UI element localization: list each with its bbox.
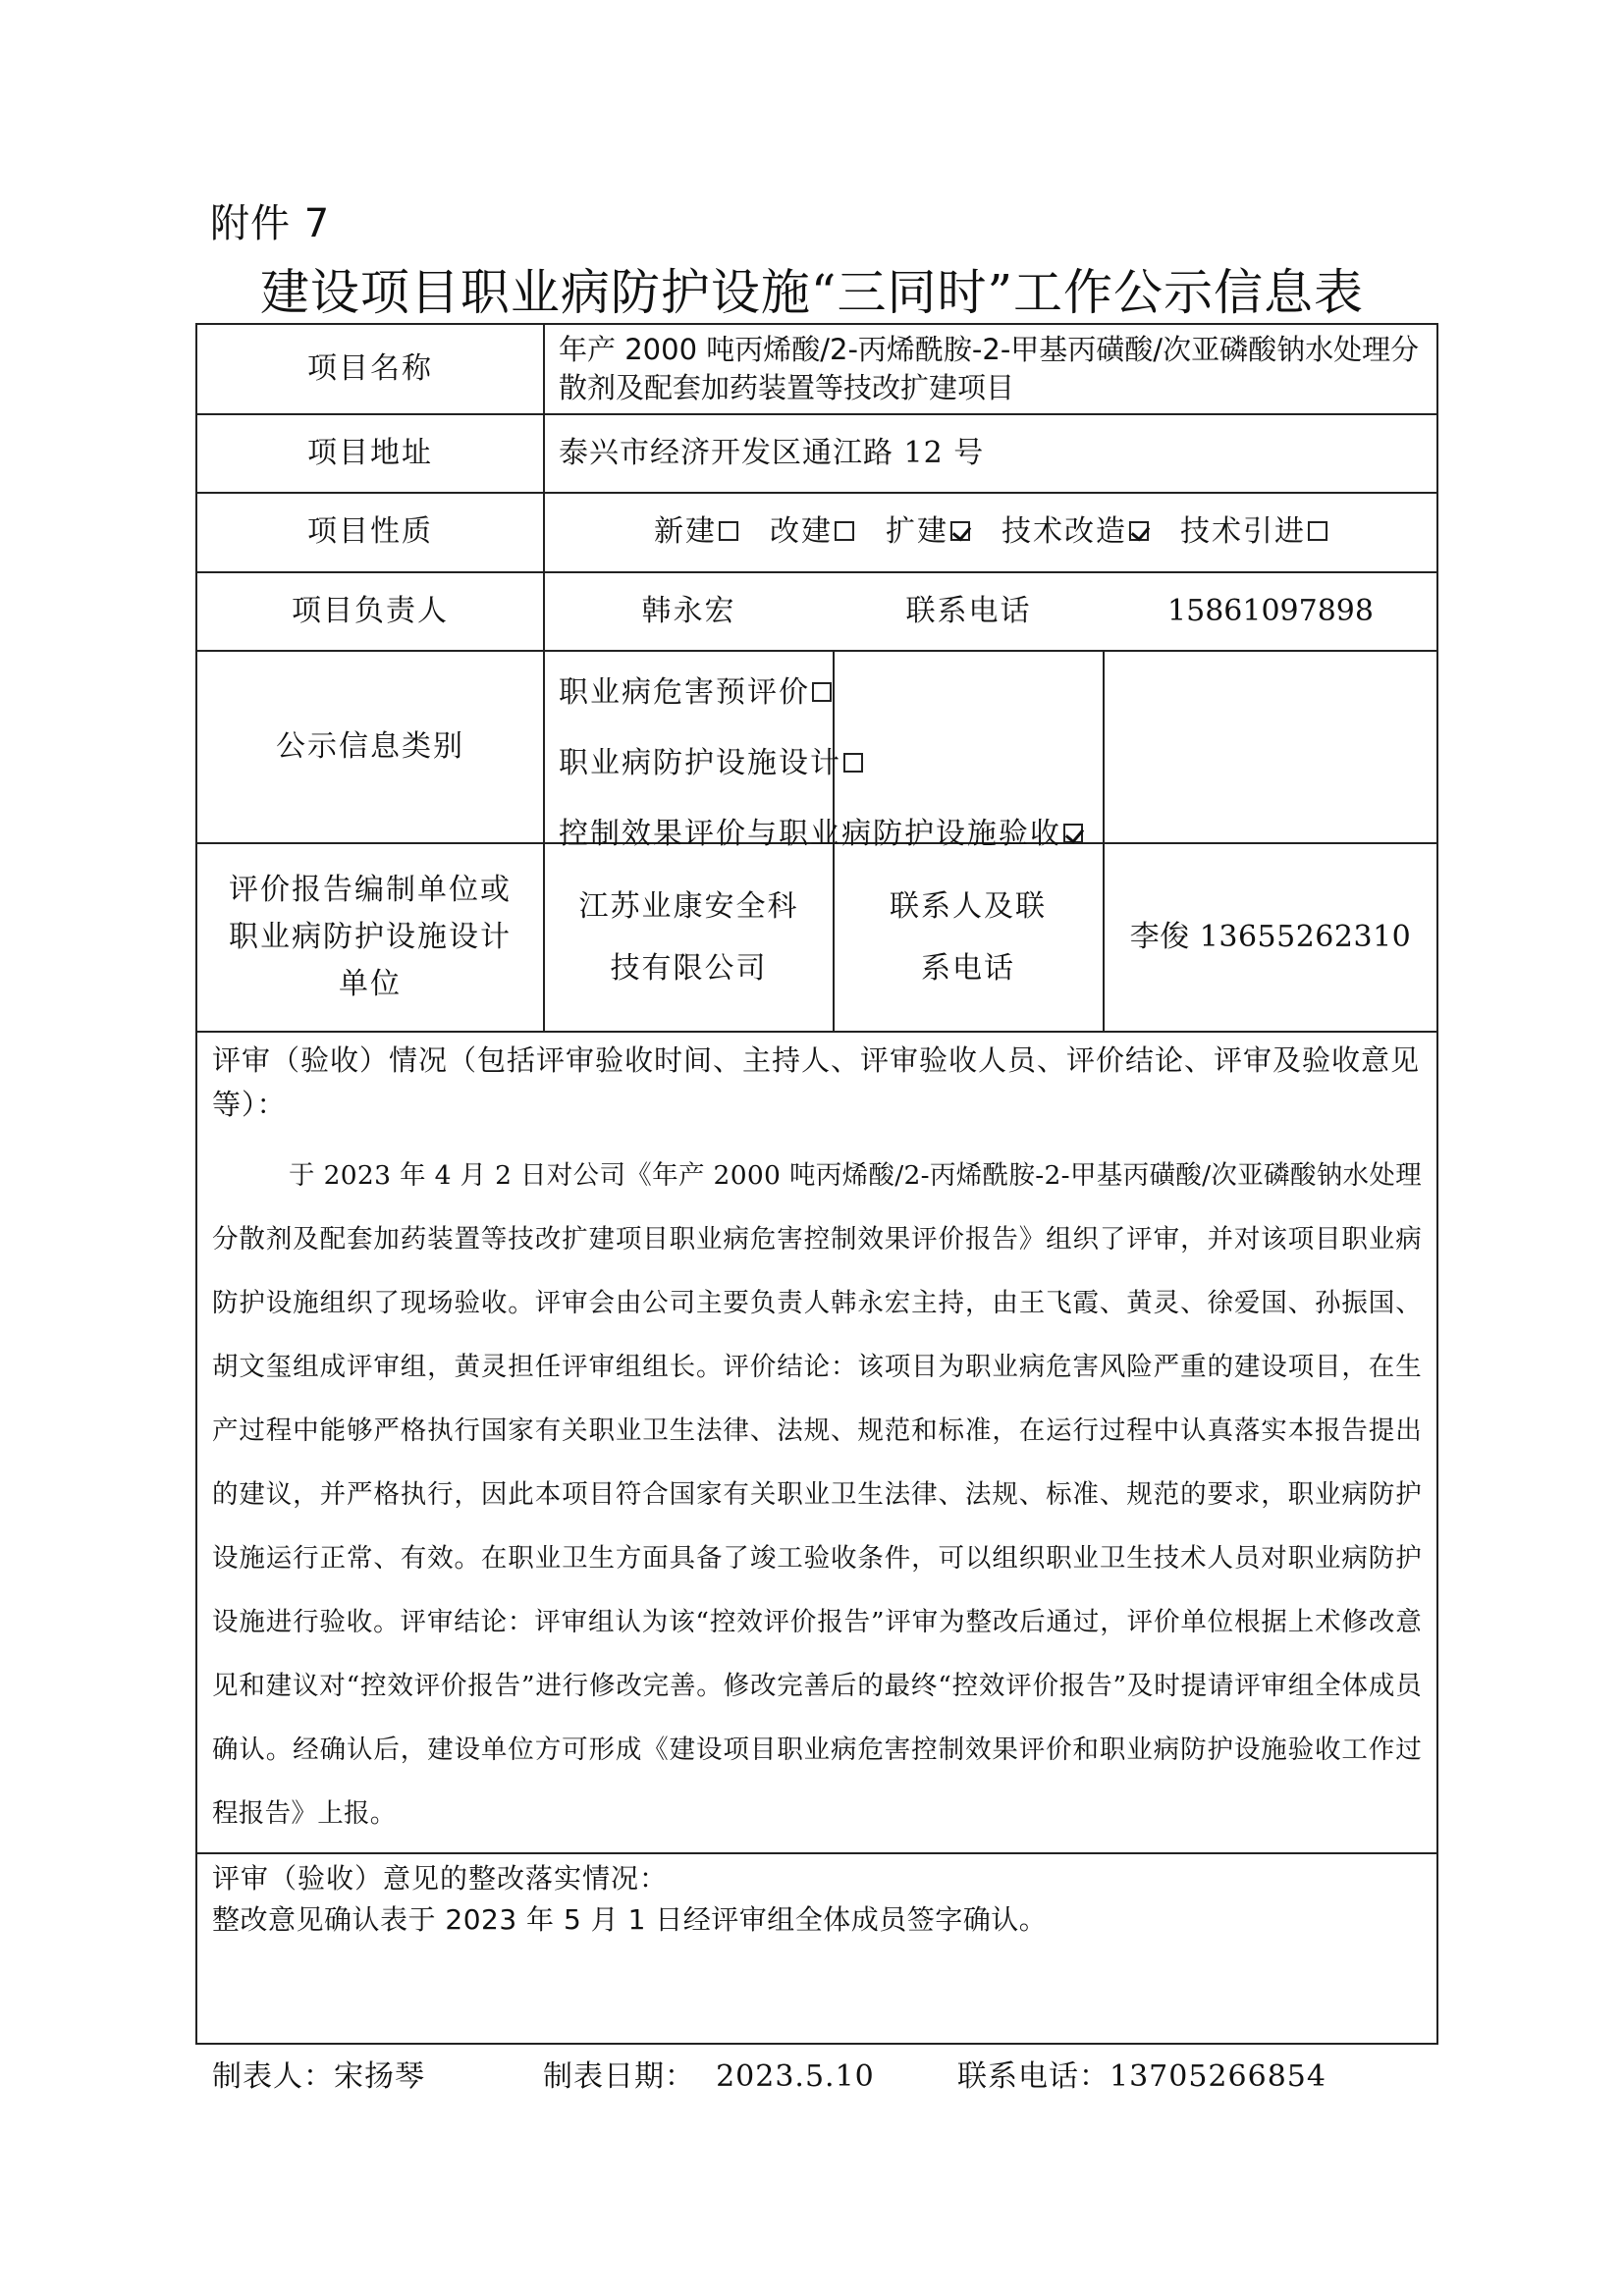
footer-preparer: 制表人：宋扬琴 xyxy=(212,2059,425,2094)
publicity-options xyxy=(559,658,1083,870)
publicity-option-label: 职业病危害预评价 xyxy=(559,675,810,710)
publicity-option-design[interactable] xyxy=(559,728,1083,799)
publicity-option-control-evaluation[interactable] xyxy=(559,799,1083,870)
publicity-label: 公示信息类别 xyxy=(276,728,464,764)
footer-date: 制表日期： 2023.5.10 xyxy=(543,2059,875,2094)
publicity-option-label: 控制效果评价与职业病防护设施验收 xyxy=(559,817,1061,851)
review-body: 于 2023 年 4 月 2 日对公司《年产 2000 吨丙烯酸/2-丙烯酰胺-2-甲基丙磺酸/次亚磷酸钠水处理分散剂及配套加药装置等技改扩建项目职业病危害控制效果评价报告》组织了评审，并对该项目职业病防护设施组织了现场验收。评审会由公司主要负责人韩永宏主持，由王飞霞、黄灵、徐爱国、孙振国、胡文玺组成评审组，黄灵担任评审组组长。评价结论：该项目为职业病危害风险严重的建设项目，在生产过程中能够严格执行国家有关职业卫生法律、法规、规范和标准，在运行过程中认真落实本报告提出的建议，并严格执行，因此本项目符合国家有关职业卫生法律、法规、标准、规范的要求，职业病防护设施运行正常、有效。在职业卫生方面具备了竣工验收条件，可以组织职业卫生技术人员对职业病防护设施进行验收。评审结论：评审组认为该“控效评价报告”评审为整改后通过，评价单位根据上术修改意见和建议对“控效评价报告”进行修改完善。修改完善后的最终“控效评价报告”及时提请评审组全体成员确认。经确认后，建设单位方可形成《建设项目职业病危害控制效果评价和职业病防护设施验收工作过程报告》上报。 xyxy=(212,1160,1422,1829)
nature-option-label: 技术引进 xyxy=(1180,514,1306,550)
footer-phone: 联系电话：13705266854 xyxy=(957,2059,1326,2094)
project-name-value xyxy=(545,325,1436,413)
review-heading: 评审（验收）情况（包括评审验收时间、主持人、评审验收人员、评价结论、评审及验收意见等）： xyxy=(212,1043,1421,1121)
checkbox-icon xyxy=(835,521,854,541)
unit-label: 评价报告编制单位或职业病防护设施设计单位 xyxy=(229,873,512,1001)
contact-value: 李俊 13655262310 xyxy=(1129,919,1412,954)
publicity-option-pre-assessment[interactable] xyxy=(559,658,1083,728)
checkbox-icon xyxy=(719,521,738,541)
project-nature-label: 项目性质 xyxy=(307,514,433,550)
checked-checkbox-icon xyxy=(1063,824,1083,843)
checkbox-icon xyxy=(812,682,832,702)
publicity-option-label: 职业病防护设施设计 xyxy=(559,746,841,780)
nature-option-label: 改建 xyxy=(770,514,833,550)
phone-value: 15861097898 xyxy=(1167,593,1374,628)
nature-option-tech-upgrade[interactable] xyxy=(1001,509,1149,556)
phone-label: 联系电话 xyxy=(905,593,1032,628)
manager-value: 韩永宏 xyxy=(641,593,736,628)
manager-label: 项目负责人 xyxy=(292,593,449,628)
nature-option-expand[interactable] xyxy=(886,509,970,556)
nature-option-label: 扩建 xyxy=(886,514,948,550)
checked-checkbox-icon xyxy=(950,521,970,541)
contact-label: 联系人及联系电话 xyxy=(890,889,1047,986)
nature-option-label: 新建 xyxy=(654,514,717,550)
project-name-text: 年产 2000 吨丙烯酸/2-丙烯酰胺-2-甲基丙磺酸/次亚磷酸钠水处理分散剂及配套加药装置等技改扩建项目 xyxy=(559,332,1420,404)
checked-checkbox-icon xyxy=(1129,521,1149,541)
nature-option-rebuild[interactable] xyxy=(770,509,854,556)
rectification-heading: 评审（验收）意见的整改落实情况： xyxy=(212,1862,669,1895)
unit-value: 江苏业康安全科技有限公司 xyxy=(578,889,799,986)
checkbox-icon xyxy=(843,753,863,773)
project-name-label: 项目名称 xyxy=(307,350,433,386)
rectification-body: 整改意见确认表于 2023 年 5 月 1 日经评审组全体成员签字确认。 xyxy=(212,1903,1048,1936)
project-address-label: 项目地址 xyxy=(307,435,433,470)
nature-option-tech-import[interactable] xyxy=(1180,509,1327,556)
project-address-value: 泰兴市经济开发区通江路 12 号 xyxy=(559,435,985,470)
annex-label: 附件 7 xyxy=(210,201,331,246)
nature-option-new[interactable] xyxy=(654,509,738,556)
page-title: 建设项目职业病防护设施“三同时”工作公示信息表 xyxy=(259,264,1365,321)
project-nature-options xyxy=(545,494,1436,571)
nature-option-label: 技术改造 xyxy=(1001,514,1127,550)
checkbox-icon xyxy=(1308,521,1327,541)
